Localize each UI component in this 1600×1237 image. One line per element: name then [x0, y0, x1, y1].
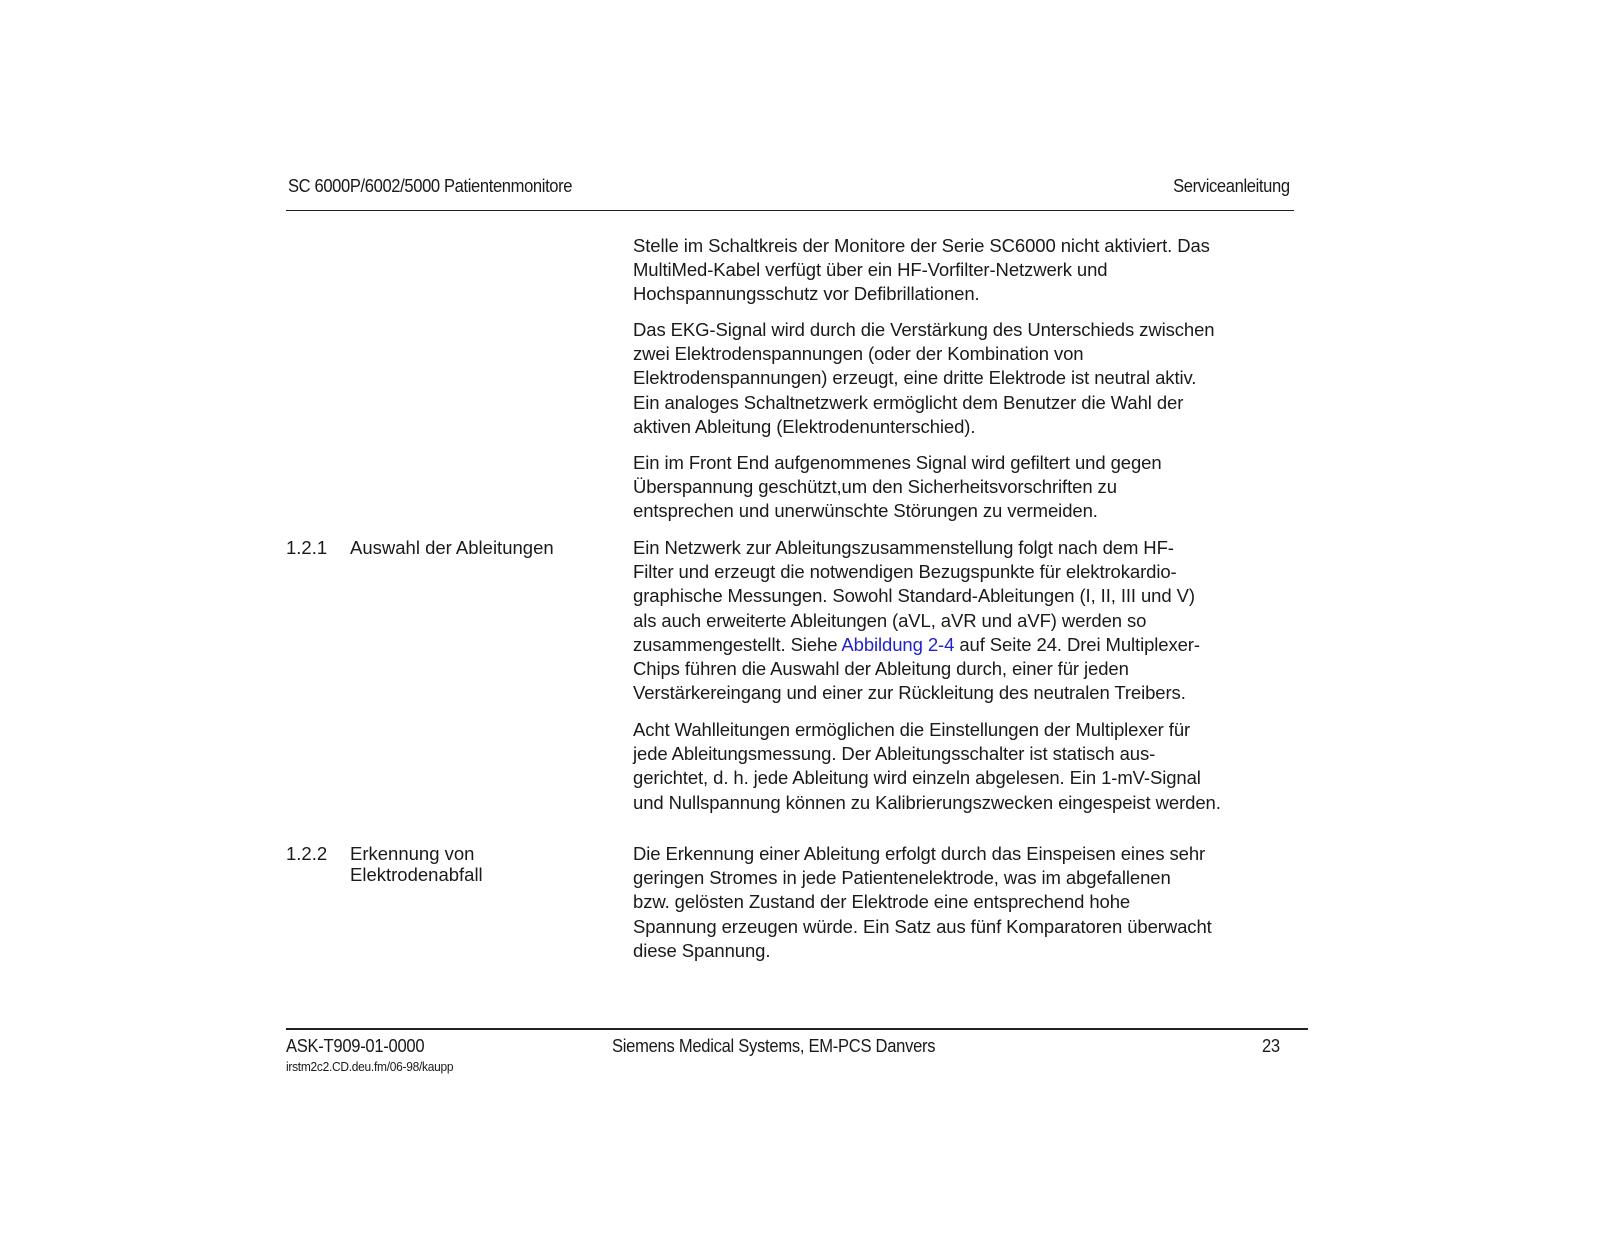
footer-doc-number: ASK-T909-01-0000	[286, 1036, 425, 1056]
footer-file-reference: irstm2c2.CD.deu.fm/06-98/kaupp	[286, 1059, 454, 1074]
intro-paragraph-2: Das EKG-Signal wird durch die Verstärkung des Unterschieds zwischen zwei Elektrodenspannungen (oder der Kombination von Elektrodenspannungen) erzeugt, eine dritte Elektrode ist neutral aktiv. Ein analoges Schaltnetzwerk ermöglicht dem Benutzer die Wahl der aktiven Ableitung (Elektrodenunterschied).	[633, 319, 1215, 437]
header-title: SC 6000P/6002/5000 Patientenmonitore	[288, 176, 573, 196]
footer-rule	[286, 1028, 1308, 1030]
footer-company: Siemens Medical Systems, EM-PCS Danvers	[612, 1036, 936, 1056]
section-title-1-2-1: Auswahl der Ableitungen	[350, 537, 554, 558]
intro-paragraph-3: Ein im Front End aufgenommenes Signal wird gefiltert und gegen Überspannung geschützt,um den Sicherheitsvorschriften zu entsprechen und unerwünschte Störungen zu vermeiden.	[633, 452, 1162, 522]
header-doc-type: Serviceanleitung	[1173, 176, 1290, 196]
section-1-2-2-paragraph-1: Die Erkennung einer Ableitung erfolgt durch das Einspeisen eines sehr geringen Stromes in jede Patientenelektrode, was im abgefallenen bzw. gelösten Zustand der Elektrode eine entsprechend hohe Spannung erzeugen würde. Ein Satz aus fünf Komparatoren überwacht diese Spannung.	[633, 843, 1212, 961]
page-header	[286, 176, 1294, 211]
section-number-1-2-1: 1.2.1	[286, 537, 328, 558]
intro-paragraph-1: Stelle im Schaltkreis der Monitore der Serie SC6000 nicht aktiviert. Das MultiMed-Kabel verfügt über ein HF-Vorfilter-Netzwerk und Hochspannungsschutz vor Defibrillationen.	[633, 235, 1210, 305]
section-1-2-1-paragraph-1: Ein Netzwerk zur Ableitungszusammenstellung folgt nach dem HF- Filter und erzeugt die notwendigen Bezugspunkte für elektrokardio- graphische Messungen. Sowohl Standard-Ableitungen (I, II, III und V) als auch erweiterte Ableitungen (aVL, aVR und aVF) werden so zusammengestellt. Siehe Abbildung 2-4 auf Seite 24. Drei Multiplexer- Chips führen die Auswahl der Ableitung durch, einer für jeden Verstärkereingang und einer zur Rückleitung des neutralen Treibers.	[633, 537, 1200, 704]
section-number-1-2-2: 1.2.2	[286, 843, 328, 864]
section-title-1-2-2: Erkennung von Elektrodenabfall	[350, 843, 483, 885]
figure-reference-link[interactable]: Abbildung 2-4	[841, 633, 955, 655]
section-1-2-1-paragraph-2: Acht Wahlleitungen ermöglichen die Einstellungen der Multiplexer für jede Ableitungsmessung. Der Ableitungsschalter ist statisch aus- gerichtet, d. h. jede Ableitung wird einzeln abgelesen. Ein 1-mV-Signal und Nullspannung können zu Kalibrierungszwecken eingespeist werden.	[633, 719, 1221, 813]
page-number: 23	[1262, 1036, 1280, 1056]
